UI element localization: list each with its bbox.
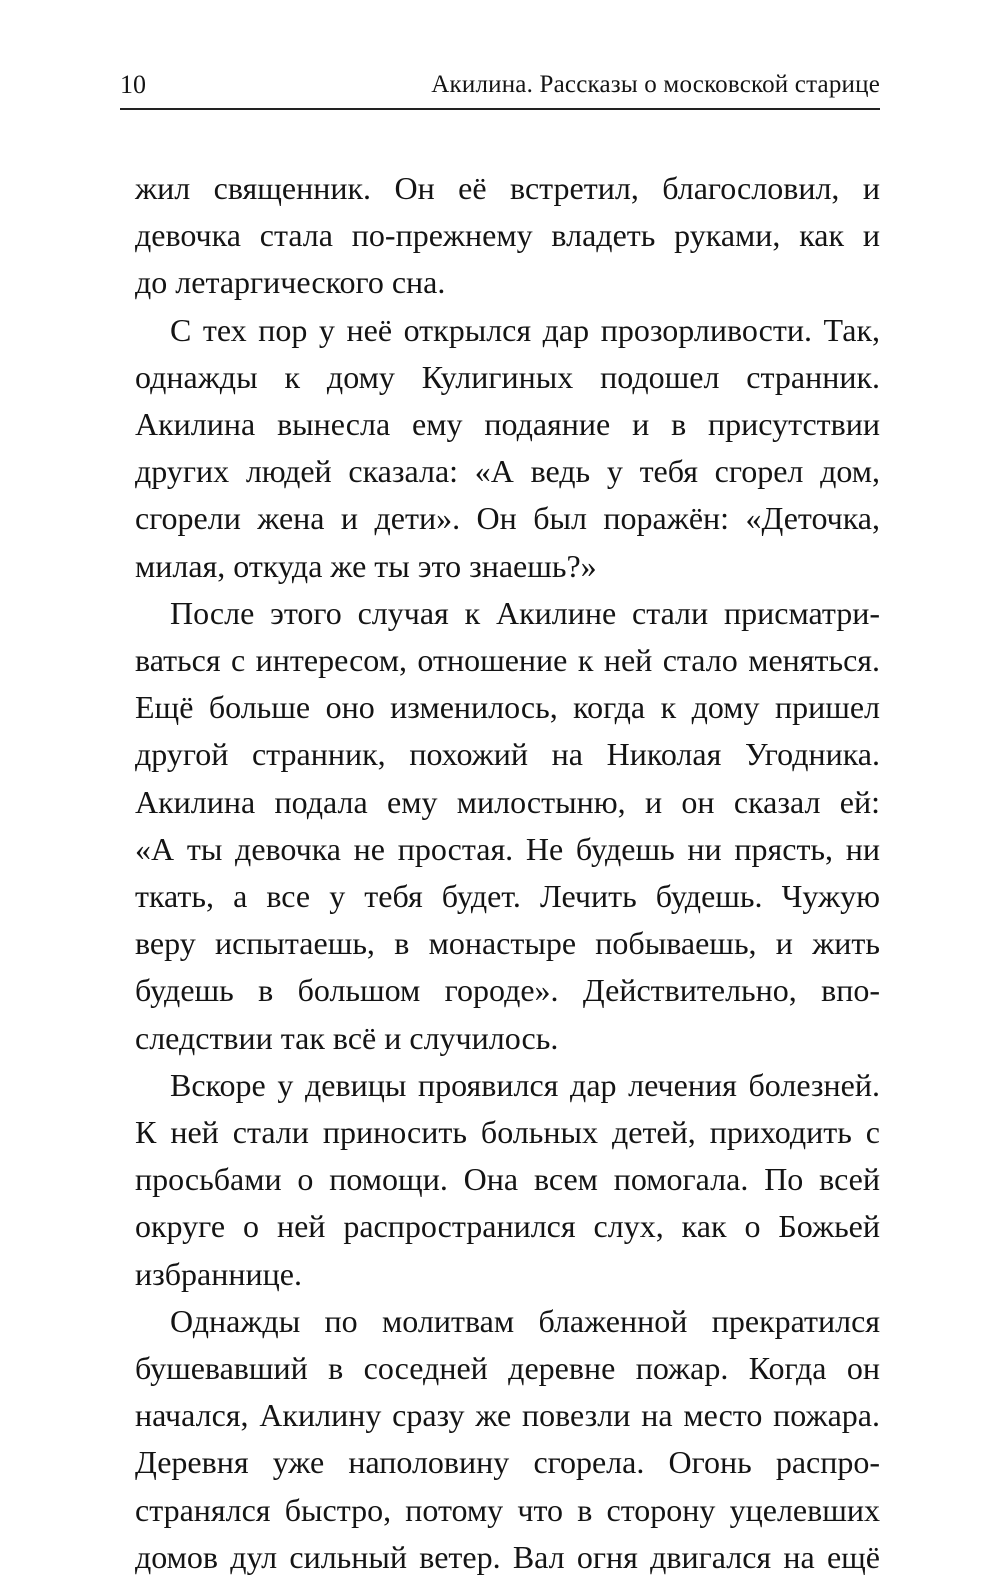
text-line: Акилина подала ему милостыню, и он сказал ей: xyxy=(135,783,880,820)
text-line: сгорели жена и дети». Он был поражён: «Деточка, xyxy=(135,500,880,537)
text-line: Деревня уже наполовину сгорела. Огонь распро- xyxy=(135,1444,880,1481)
text-line: ткать, а все у тебя будет. Лечить будешь. Чужую xyxy=(135,878,880,915)
text-line: начался, Акилину сразу же повезли на место пожара. xyxy=(135,1397,880,1434)
text-line: будешь в большом городе». Действительно, впо- xyxy=(135,972,880,1009)
text-line: милая, откуда же ты это знаешь?» xyxy=(135,547,597,584)
text-line: После этого случая к Акилине стали присматри- xyxy=(170,594,880,631)
paragraph xyxy=(135,1298,880,1581)
text-line: просьбами о помощи. Она всем помогала. По всей xyxy=(135,1161,880,1198)
text-line: «А ты девочка не простая. Не будешь ни прясть, ни xyxy=(135,830,880,867)
text-line: других людей сказала: «А ведь у тебя сгорел дом, xyxy=(135,453,880,490)
running-head xyxy=(120,64,880,110)
text-line: Однажды по молитвам блаженной прекратился xyxy=(170,1302,880,1339)
text-line: домов дул сильный ветер. Вал огня двигался на ещё xyxy=(135,1538,880,1575)
text-line: бушевавший в соседней деревне пожар. Когда он xyxy=(135,1350,880,1387)
paragraph xyxy=(135,165,880,307)
page-number: 10 xyxy=(120,70,146,99)
paragraph xyxy=(135,590,880,1062)
body-text xyxy=(135,165,880,1581)
paragraph xyxy=(135,1062,880,1298)
text-line: Вскоре у девицы проявился дар лечения болезней. xyxy=(170,1066,880,1103)
text-line: веру испытаешь, в монастыре побываешь, и жить xyxy=(135,925,880,962)
text-line: Ещё больше оно изменилось, когда к дому пришел xyxy=(135,689,880,726)
text-line: жил священник. Он её встретил, благословил, и xyxy=(135,170,880,206)
paragraph xyxy=(135,307,880,590)
text-line: девочка стала по-прежнему владеть руками, как и xyxy=(135,217,880,254)
text-line: однажды к дому Кулигиных подошел странник. xyxy=(135,358,880,395)
text-line: округе о ней распространился слух, как о Божьей xyxy=(135,1208,880,1245)
running-title: Акилина. Рассказы о московской старице xyxy=(431,71,880,98)
text-line: ваться с интересом, отношение к ней стало меняться. xyxy=(135,642,880,679)
text-line: К ней стали приносить больных детей, приходить с xyxy=(135,1114,880,1151)
text-line: до летаргического сна. xyxy=(135,264,446,301)
text-line: следствии так всё и случилось. xyxy=(135,1019,559,1056)
text-line: избраннице. xyxy=(135,1255,302,1292)
text-line: странялся быстро, потому что в сторону уцелевших xyxy=(135,1491,880,1528)
text-line: С тех пор у неё открылся дар прозорливости. Так, xyxy=(170,311,880,348)
text-line: Акилина вынесла ему подаяние и в присутствии xyxy=(135,406,880,443)
text-line: другой странник, похожий на Николая Угодника. xyxy=(135,736,880,773)
